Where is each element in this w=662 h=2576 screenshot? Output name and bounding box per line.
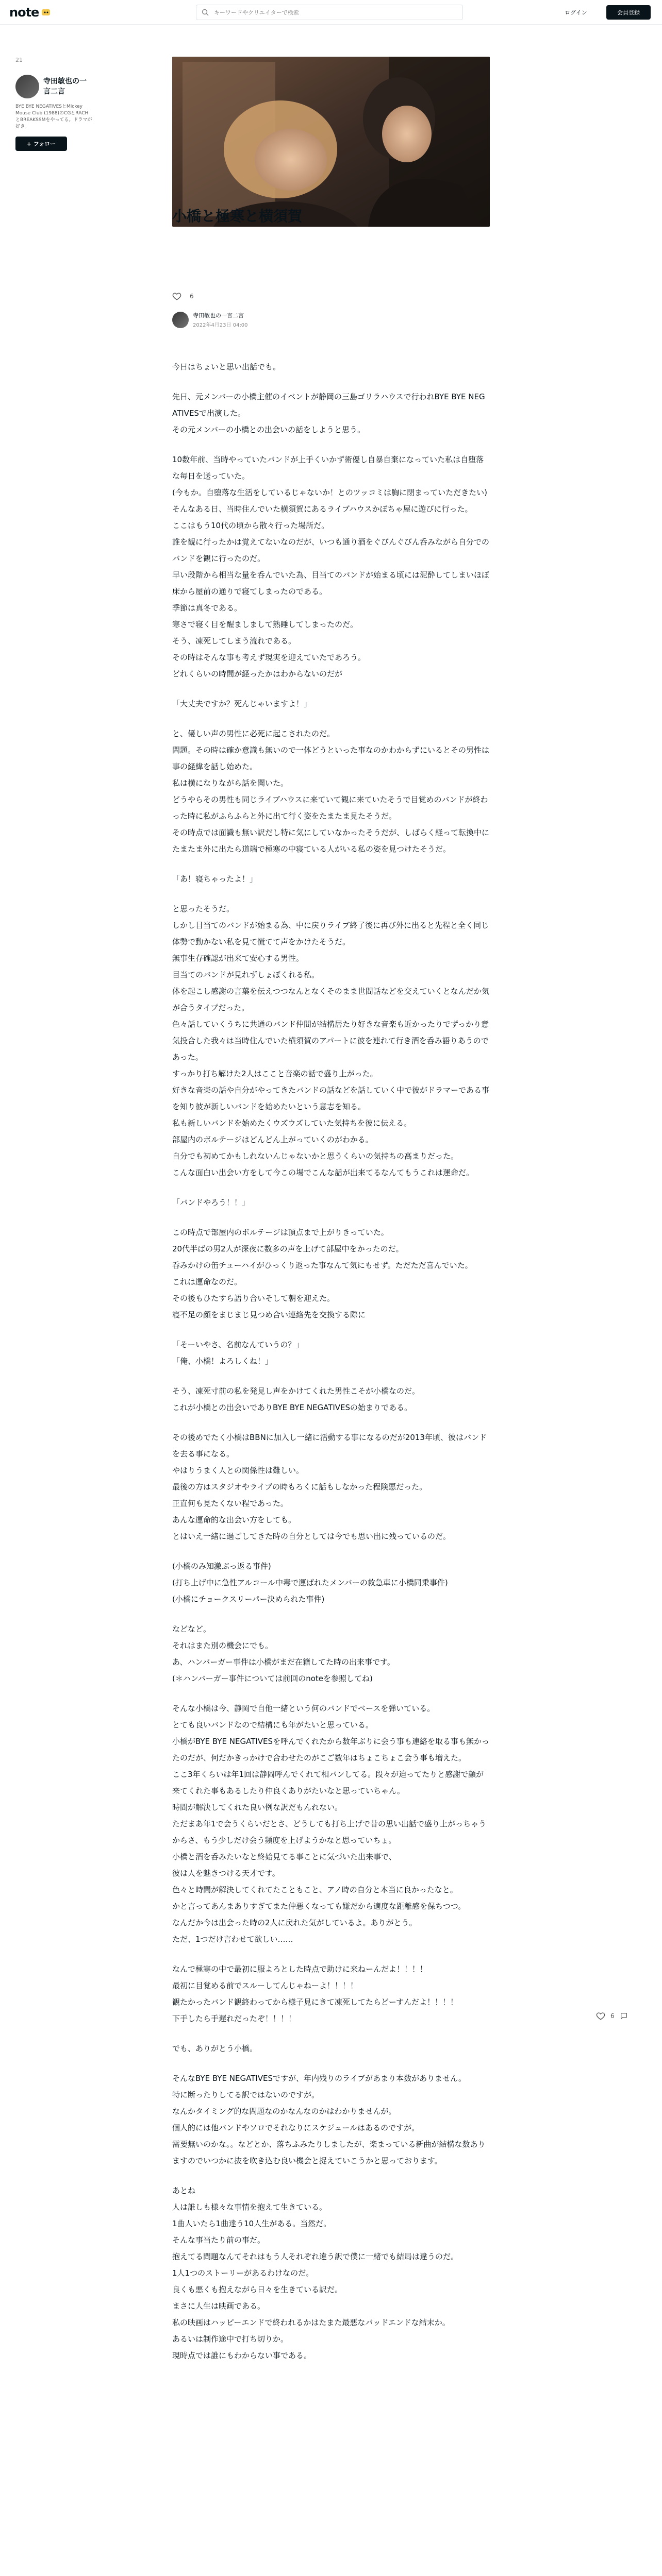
hero-photo [172, 57, 490, 227]
floating-like-count: 6 [610, 2012, 615, 2020]
article-paragraph: そんな小橋は今、静岡で自他一緒という何のバンドでベースを弾いている。 とても良いバンドなので結構にも年がたいと思っている。 小橋がBYE BYE NEGATIVESを呼んでくれたから数年ぶりに会う事も連絡を取る事も無かったのだが、何だかきっかけで合わせたのがこご数年はちょこちょこ会う事も増えた。 ここ3年くらいは年1回は静岡呼んでくれて相バンしてる。段々が迫ってたりと感謝で顔が来てくれた事もあるしたり仲良くありがたいなと思っていちゃん。 時間が解決してくれた良い例な訳だもんれない。 ただまあ年1で会うくらいだとさ、どうしても打ち上げで昔の思い出話で盛り上がっちゃうからさ、もう少しだけ会う頻度を上げようかなと思っていちょ。 小橋と酒を呑みたいなと終始見てる事ことに気づいた出来事で、 彼は人を魅きつける天才です。 色々と時間が解決してくれてたこともこと、アノ時の自分と本当に良かったなと。 かと言ってあんまありすぎてまた仲悪くなっても嫌だから適度な距離感を保ちつつ。 なんだか今は出会った時の2人に戻れた気がしているよ。ありがとう。 ただ、1つだけ言わせて欲しい…… [172, 1704, 490, 1944]
article-paragraph: などなど。 それはまた別の機会にでも。 あ、ハンバーガー事件は小橋がまだ在籍してた時の出来事です。 (＊ハンバーガー事件については前回のnoteを参照してね) [172, 1624, 395, 1683]
article-paragraph: そう、凍死寸前の私を発見し声をかけてくれた男性こそが小橋なのだ。 これが小橋との出会いでありBYE BYE NEGATIVESの始まりである。 [172, 1386, 420, 1412]
article-paragraph: この時点で部屋内のボルテージは頂点まで上がりきっていた。 20代半ばの男2人が深夜に数多の声を上げて部屋中をかったのだ。 呑みかけの缶チューハイがひっくり返った事なんて気にもせず。ただただ喜んでいた。 これは運命なのだ。 その後もひたすら語り合いそして朝を迎えた。 寝不足の顔をまじまじ見つめ合い連絡先を交換する際に [172, 1228, 473, 1319]
like-area-top [172, 292, 194, 301]
follow-label: フォロー [33, 141, 56, 147]
search-bar[interactable] [196, 5, 463, 20]
article-paragraph: (小橋のみ知激ぶっ返る事件) (打ち上げ中に急性アルコール中毒で運ばれたメンバーの救急車に小橋同乗事件) (小橋にチョークスリーパー決められた事件) [172, 1562, 448, 1604]
article-paragraph: 「バンドやろう！！」 [172, 1198, 250, 1207]
article-paragraph: と、優しい声の男性に必死に起こされたのだ。 問題。その時は確か意識も無いので一体どうといった事なのかわからずにいるとその男性は事の経緯を話し始めた。 私は横になりながら話を聞いた。 どうやらその男性も同じライブハウスに来ていて観に来ていたそうで目覚めのバンドが終わった時に私がふらふらと外に出て行く姿をたまたま見たそうだ。 その時点では面識も無い訳だし特に気にしていなかったそうだが、しばらく経って転換中にたまたま外に出たら道端で極寒の中寝ている人がいる私の姿を見つけたそうだ。 [172, 729, 490, 854]
author-avatar[interactable] [172, 312, 189, 328]
sidebar-bio: BYE BYE NEGATIVESとMickey Mouse Club (1988)のCGとRACHとBREAKSSMをやってる。ドラマが好き。 [15, 104, 92, 129]
author-info[interactable] [172, 311, 248, 328]
author-name[interactable]: 寺田敏也の一言二言 [193, 312, 244, 319]
heart-icon[interactable] [596, 2011, 605, 2021]
note-logo[interactable] [9, 5, 52, 20]
article-paragraph: 「そーいやさ、名前なんていうの？」 「俺、小橋！よろしくね！」 [172, 1340, 304, 1366]
article-paragraph: 今日はちょいと思い出話でも。 [172, 362, 281, 371]
article-paragraph: その後めでたく小橋はBBNに加入し一緒に活動する事になるのだが2013年頃、彼はバンドを去る事になる。 やはりうまく人との関係性は難しい。 最後の方はスタジオやライブの時もろくに話もしなかった程険悪だった。 正直何も見たくない程であった。 あんな運命的な出会い方をしても。 とはいえ一緒に過ごしてきた時の自分としては今でも思い出に残っているのだ。 [172, 1433, 487, 1541]
comment-icon[interactable] [620, 2012, 628, 2020]
sidebar-author-name[interactable]: 寺田敏也の一言二言 [43, 77, 87, 96]
article-paragraph: 「あ！寝ちゃったよ！」 [172, 874, 258, 884]
hero-image [172, 57, 490, 227]
article-paragraph: なんで極寒の中で最初に服よろとした時点で助けに来ねーんだよ！！！！ 最初に目覚める前でスルーしてんじゃねーよ！！！！ 観たかったバンド観終わってから様子見にきて凍死してたらどーすんだよ！！！！ 下手したら手遅れだったぞ！！！！ [172, 1964, 458, 2023]
article-paragraph: そんなBYE BYE NEGATIVESですが、年内残りのライブがあまり本数がありません。 特に断ったりしてる訳ではないのですが。 なんかタイミング的な問題なのかなんなのかはわかりませんが。 個人的には他バンドやソロでそれなりにスケジュールはあるのですが。 需要無いのかな。。などとか、落ちふみたりしましたが、楽まっている新曲が結構な数ありますのでいつかに抜を吹き込む良い機会と捉えていこうかと思っております。 [172, 2074, 486, 2165]
floating-reactions [596, 2011, 628, 2021]
sidebar-profile[interactable] [15, 75, 93, 98]
follow-button[interactable] [15, 137, 67, 151]
article-body [172, 359, 490, 2377]
author-sidebar [15, 57, 93, 151]
logo-text: note [9, 5, 39, 20]
like-count: 6 [190, 293, 194, 300]
article-paragraph: 「大丈夫ですか？死んじゃいますよ！」 [172, 699, 312, 708]
login-button[interactable]: ログイン [555, 5, 597, 20]
article-paragraph: あとね 人は誰しも様々な事情を抱えて生きている。 1曲人いたら1曲達う10人生がある。当然だ。 そんな事当たり前の事だ。 抱えてる問題なんてそれはもう人それぞれ違う訳で僕に一緒でも結局は違うのだ。 1人1つのストーリーがあるわけなのだ。 良くも悪くも抱えながら日々を生きている訳だ。 まさに人生は映画である。 私の映画はハッピーエンドで終われるかはたまた最悪なバッドエンドな結末か。 あるいは制作途中で打ち切りか。 現時点では誰にもわからない事である。 [172, 2186, 459, 2360]
article-paragraph: でも、ありがとう小橋。 [172, 2044, 258, 2053]
heart-icon[interactable] [172, 292, 181, 301]
register-button[interactable]: 会員登録 [606, 5, 651, 20]
article-paragraph: 先日、元メンバーの小橋主催のイベントが静岡の三島ゴリラハウスで行われBYE BYE NEGATIVESで出演した。 その元メンバーの小橋との出会いの話をしようと思う。 [172, 392, 485, 434]
article-paragraph: と思ったそうだ。 しかし目当てのバンドが始まる為、中に戻りライブ終了後に再び外に出ると先程と全く同じ体勢で動かない私を見て慌てて声をかけたそうだ。 無事生存確認が出来て安心する男性。 目当てのバンドが見れずしょぼくれる私。 体を起こし感謝の言葉を伝えつつなんとなくそのまま世間話などを交えていくとなんだか気が合うタイプだった。 色々話していくうちに共通のバンド仲間が結構居たり好きな音楽も近かったりでずっかり意気投合した我々は当時住んでいた横須賀のアパートに彼を連れて行き酒を呑み語りあうのであった。 すっかり打ち解けた2人はここと音楽の話で盛り上がった。 好きな音楽の話や自分がやってきたバンドの話などを話していく中で彼がドラマーである事を知り彼が新しいバンドを始めたいという意志を知る。 私も新しいバンドを始めたくウズウズしていた気持ちを彼に伝える。 部屋内のボルテージはどんどん上がっていくのがわかる。 自分でも初めてかもしれないんじゃないかと思うくらいの気持ちの高まりだった。 こんな面白い出会い方をして今この場でこんな話が出来てるなんてもうこれは運命だ。 [172, 904, 490, 1177]
plus-icon: + [26, 141, 34, 147]
sidebar-link[interactable]: 21 [15, 57, 23, 63]
search-icon [202, 9, 209, 16]
article-title: 小橋と極寒と横須賀 [172, 208, 303, 225]
avatar[interactable] [15, 75, 39, 98]
logo-icon [41, 7, 52, 18]
search-input[interactable] [214, 9, 451, 16]
site-header [0, 0, 662, 25]
publish-date: 2022年4月23日 04:00 [193, 323, 248, 328]
article-paragraph: 10数年前、当時やっていたバンドが上手くいかず術優し自暴自棄になっていた私は自堕落な毎日を送っていた。 (今もか。自堕落な生活をしているじゃないか！とのツッコミは胸に閉まっていただきたい) そんなある日、当時住んでいた横須賀にあるライブハウスかぼちゃ屋に遊びに行った。 ここはもう10代の頃から散々行った場所だ。 誰を観に行ったかは覚えてないなのだが、いつも通り酒をぐびんぐびん呑みながら自分でのバンドを観に行ったのだ。 早い段階から相当な量を呑んでいた為、目当てのバンドが始まる頃には泥酔してしまいほぼ床から屋前の通りで寝てしまったのである。 季節は真冬である。 寒さで寝く目を醒ましまして熟睡してしまったのだ。 そう、凍死してしまう流れである。 その時はそんな事も考えず現実を迎えていたであろう。 どれくらいの時間が経ったかはわからないのだが [172, 455, 490, 679]
